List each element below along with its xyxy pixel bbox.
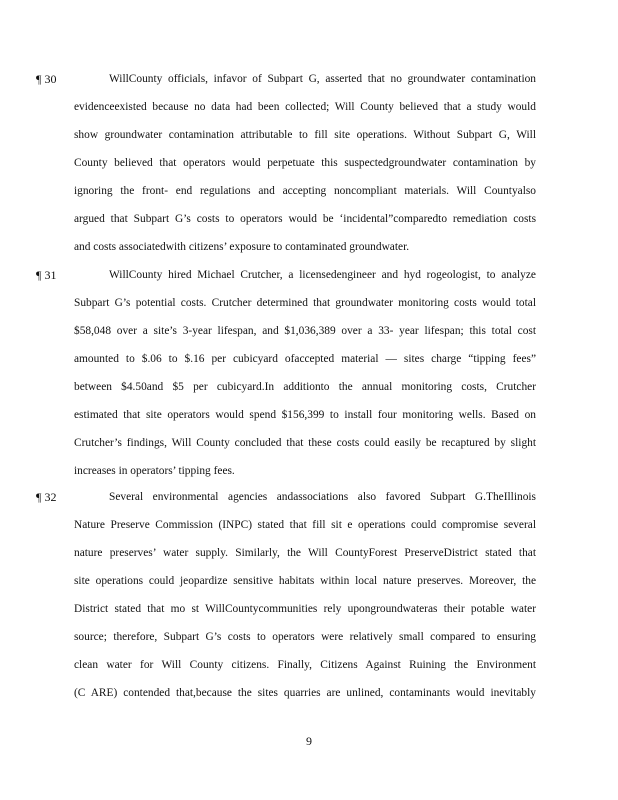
text-line: WillCounty hired Michael Crutcher, a licensedengineer and hyd rogeologist, to analyze <box>109 269 536 281</box>
text-line: show groundwater contamination attributable to fill site operations. Without Subpart G, Will <box>74 129 536 141</box>
text-line: (C ARE) contended that,because the sites quarries are unlined, contaminants would inevitably <box>74 687 536 699</box>
paragraph-number: ¶ 31 <box>36 268 57 282</box>
text-line: District stated that mo st WillCountycommunities rely upongroundwateras their potable water <box>74 603 536 615</box>
text-line: Subpart G’s potential costs. Crutcher determined that groundwater monitoring costs would total <box>74 297 536 309</box>
text-line: nature preserves’ water supply. Similarly, the Will CountyForest PreserveDistrict stated that <box>74 547 536 559</box>
text-line: and costs associatedwith citizens’ exposure to contaminated groundwater. <box>74 241 410 253</box>
text-line: Crutcher’s findings, Will County concluded that these costs could easily be recaptured by slight <box>74 437 536 449</box>
paragraph-number: ¶ 32 <box>36 490 57 504</box>
paragraph-number: ¶ 30 <box>36 72 57 86</box>
text-line: site operations could jeopardize sensitive habitats within local nature preserves. Moreover, the <box>74 575 536 587</box>
text-line: clean water for Will County citizens. Finally, Citizens Against Ruining the Environment <box>74 659 536 671</box>
text-line: increases in operators’ tipping fees. <box>74 465 235 477</box>
text-line: estimated that site operators would spend $156,399 to install four monitoring wells. Based on <box>74 409 536 421</box>
text-line: ignoring the front- end regulations and accepting noncompliant materials. Will Countyalso <box>74 185 536 197</box>
text-line: source; therefore, Subpart G’s costs to operators were relatively small compared to ensuring <box>74 631 536 643</box>
page-number: 9 <box>306 734 312 748</box>
text-line: Several environmental agencies andassociations also favored Subpart G.TheIllinois <box>109 491 536 503</box>
text-line: Nature Preserve Commission (INPC) stated that fill sit e operations could compromise several <box>74 519 536 531</box>
text-line: $58,048 over a site’s 3-year lifespan, and $1,036,389 over a 33- year lifespan; this total cost <box>74 325 536 337</box>
text-line: amounted to $.06 to $.16 per cubicyard ofaccepted material — sites charge “tipping fees” <box>74 353 536 365</box>
text-line: WillCounty officials, infavor of Subpart G, asserted that no groundwater contamination <box>109 73 536 85</box>
text-line: evidenceexisted because no data had been collected; Will County believed that a study would <box>74 101 536 113</box>
text-line: argued that Subpart G’s costs to operators would be ‘incidental”comparedto remediation costs <box>74 213 536 225</box>
text-line: County believed that operators would perpetuate this suspectedgroundwater contamination by <box>74 157 536 169</box>
text-line: between $4.50and $5 per cubicyard.In additionto the annual monitoring costs, Crutcher <box>74 381 536 393</box>
